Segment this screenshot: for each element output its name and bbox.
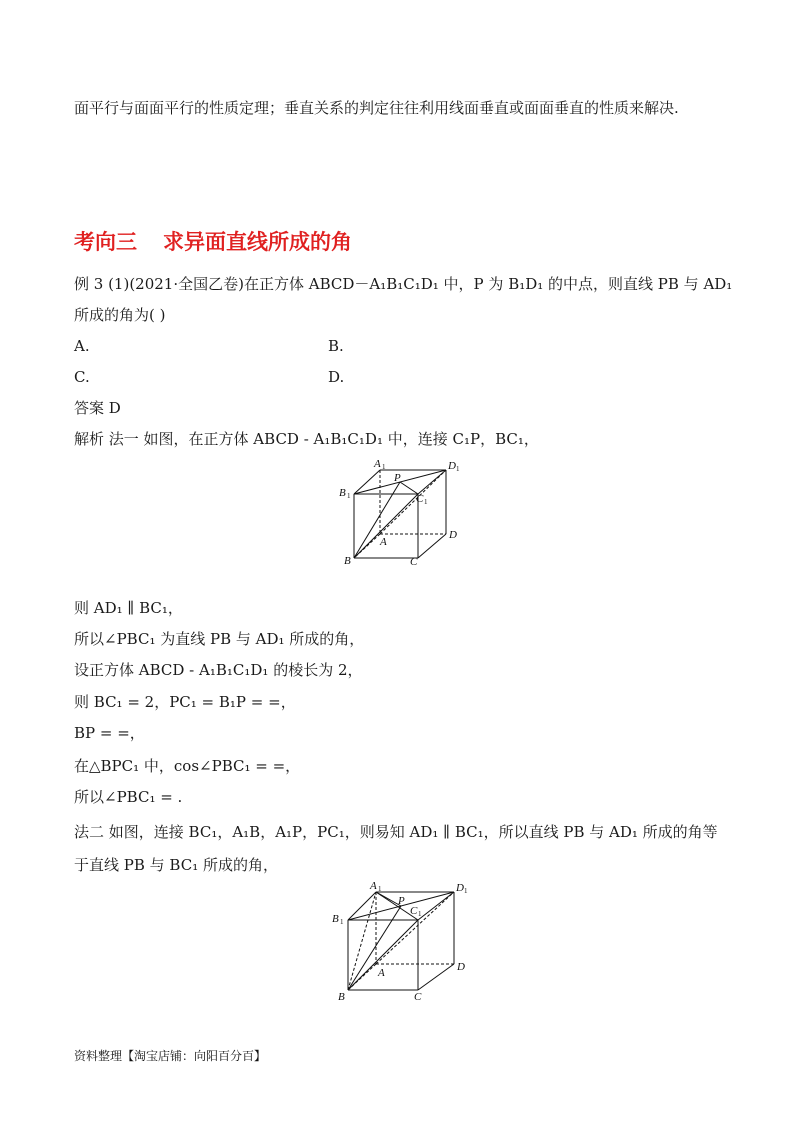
label-d1: D	[448, 460, 456, 472]
option-d: D.	[328, 368, 345, 386]
option-b: B.	[328, 337, 344, 355]
cube-figure-2	[326, 878, 476, 1006]
label-d: D	[449, 529, 457, 541]
hidden-ad1	[380, 470, 446, 534]
solution-method1-intro: 解析 法一 如图，在正方体 ABCD - A₁B₁C₁D₁ 中，连接 C₁P，BC₁，	[74, 430, 539, 448]
label-c: C	[410, 556, 418, 568]
segment-bp	[354, 482, 400, 558]
label-a1: A	[370, 880, 377, 892]
label-c1: C	[410, 905, 418, 917]
svg-text:1: 1	[340, 918, 344, 926]
label-b1: B	[332, 913, 339, 925]
svg-text:1: 1	[424, 498, 428, 506]
segment-bp	[348, 906, 401, 990]
example-question-line1: 例 3 (1)(2021·全国乙卷)在正方体 ABCD－A₁B₁C₁D₁ 中，P 为 B₁D₁ 的中点，则直线 PB 与 AD₁	[74, 275, 733, 293]
label-d: D	[457, 961, 465, 973]
solution-line-4: 则 BC₁ = 2，PC₁ = B₁P = =，	[74, 693, 296, 711]
label-d1: D	[456, 882, 464, 894]
option-c: C.	[74, 368, 90, 386]
footer-note: 资料整理【淘宝店铺：向阳百分百】	[74, 1049, 267, 1063]
solution-line-1: 则 AD₁ ∥ BC₁，	[74, 599, 183, 617]
label-b1: B	[339, 487, 346, 499]
solution-line-3: 设正方体 ABCD - A₁B₁C₁D₁ 的棱长为 2，	[74, 661, 363, 679]
edge	[418, 892, 454, 920]
segment-bc1	[354, 494, 418, 558]
edge	[418, 964, 454, 990]
solution-line-5: BP = =，	[74, 724, 145, 742]
label-a: A	[380, 536, 387, 548]
label-p: P	[398, 895, 405, 907]
edge	[418, 534, 446, 558]
label-c: C	[414, 991, 422, 1003]
label-p: P	[394, 472, 401, 484]
solution-line-6: 在△BPC₁ 中，cos∠PBC₁ = =，	[74, 757, 301, 775]
svg-text:1: 1	[456, 465, 460, 473]
hidden-edge	[354, 534, 380, 558]
solution-line-7: 所以∠PBC₁ = .	[74, 788, 183, 806]
label-b: B	[338, 991, 345, 1003]
solution-line-2: 所以∠PBC₁ 为直线 PB 与 AD₁ 所成的角，	[74, 630, 365, 648]
solution-method2-line1: 法二 如图，连接 BC₁，A₁B，A₁P，PC₁，则易知 AD₁ ∥ BC₁，所以直线 PB 与 AD₁ 所成的角等	[74, 823, 718, 841]
svg-text:1: 1	[378, 885, 382, 893]
svg-text:1: 1	[347, 492, 351, 500]
label-a1: A	[374, 458, 381, 470]
section-number: 考向三	[74, 230, 137, 254]
svg-text:1: 1	[382, 463, 386, 471]
cube-figure-1	[336, 456, 466, 570]
svg-text:1: 1	[464, 887, 468, 895]
label-c1: C	[416, 493, 424, 505]
intro-line: 面平行与面面平行的性质定理；垂直关系的判定往往利用线面垂直或面面垂直的性质来解决.	[74, 99, 679, 117]
svg-text:1: 1	[418, 910, 422, 918]
example-question-line2: 所成的角为( )	[74, 306, 166, 324]
answer-line: 答案 D	[74, 399, 121, 417]
option-a: A.	[74, 337, 90, 355]
section-heading	[74, 226, 352, 256]
label-a: A	[378, 967, 385, 979]
label-b: B	[344, 555, 351, 567]
section-title: 求异面直线所成的角	[163, 230, 352, 254]
solution-method2-line2: 于直线 PB 与 BC₁ 所成的角，	[74, 856, 278, 874]
